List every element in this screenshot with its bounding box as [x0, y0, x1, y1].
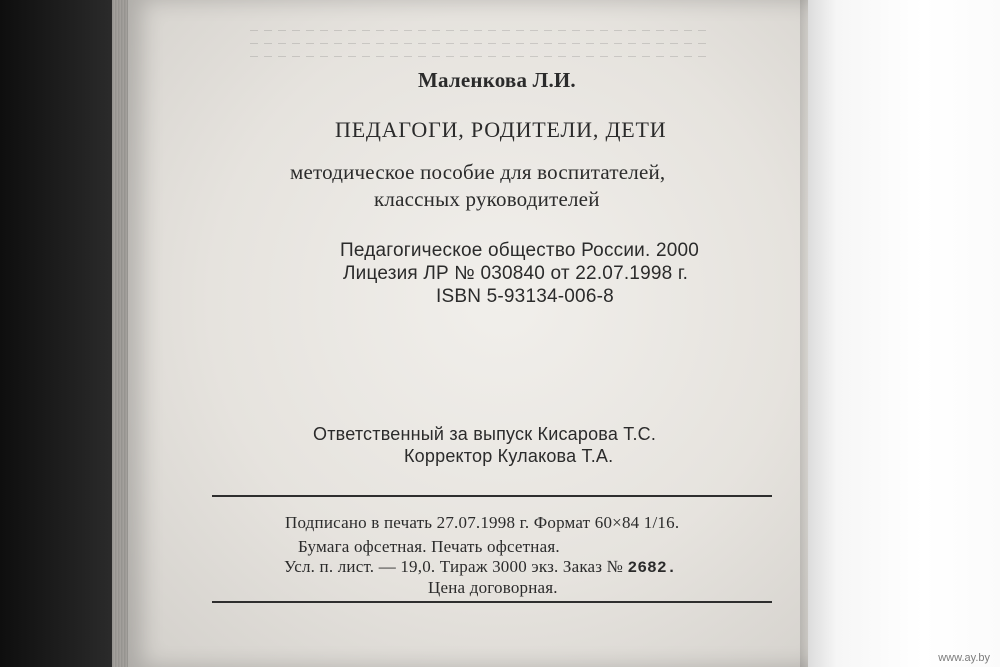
- book-subtitle-line-1: методическое пособие для воспитателей,: [290, 160, 666, 184]
- show-through-text: [250, 30, 710, 65]
- imprint-bottom-rule: [212, 601, 772, 603]
- publisher-line: Педагогическое общество России. 2000: [340, 240, 700, 261]
- order-number: 2682.: [627, 559, 677, 577]
- imprint-print-run-line: [284, 557, 677, 577]
- book-subtitle-line-2: классных руководителей: [374, 187, 600, 211]
- imprint-paper-line: Бумага офсетная. Печать офсетная.: [298, 537, 560, 556]
- proofreader: Корректор Кулакова Т.А.: [404, 446, 614, 466]
- book-author: Маленкова Л.И.: [418, 68, 576, 92]
- site-watermark: www.ay.by: [938, 652, 990, 664]
- license-line: Лицезия ЛР № 030840 от 22.07.1998 г.: [343, 263, 689, 284]
- responsible-editor: Ответственный за выпуск Кисарова Т.С.: [313, 424, 657, 444]
- isbn-line: ISBN 5-93134-006-8: [436, 286, 614, 307]
- background-surface: [808, 0, 1000, 667]
- imprint-signed-line: Подписано в печать 27.07.1998 г. Формат 60×84 1/16.: [285, 513, 680, 532]
- imprint-print-run-text: Усл. п. лист. — 19,0. Тираж 3000 экз. Заказ №: [284, 557, 624, 576]
- imprint-top-rule: [212, 495, 772, 497]
- imprint-price-line: Цена договорная.: [428, 578, 558, 597]
- book-title: ПЕДАГОГИ, РОДИТЕЛИ, ДЕТИ: [335, 117, 667, 142]
